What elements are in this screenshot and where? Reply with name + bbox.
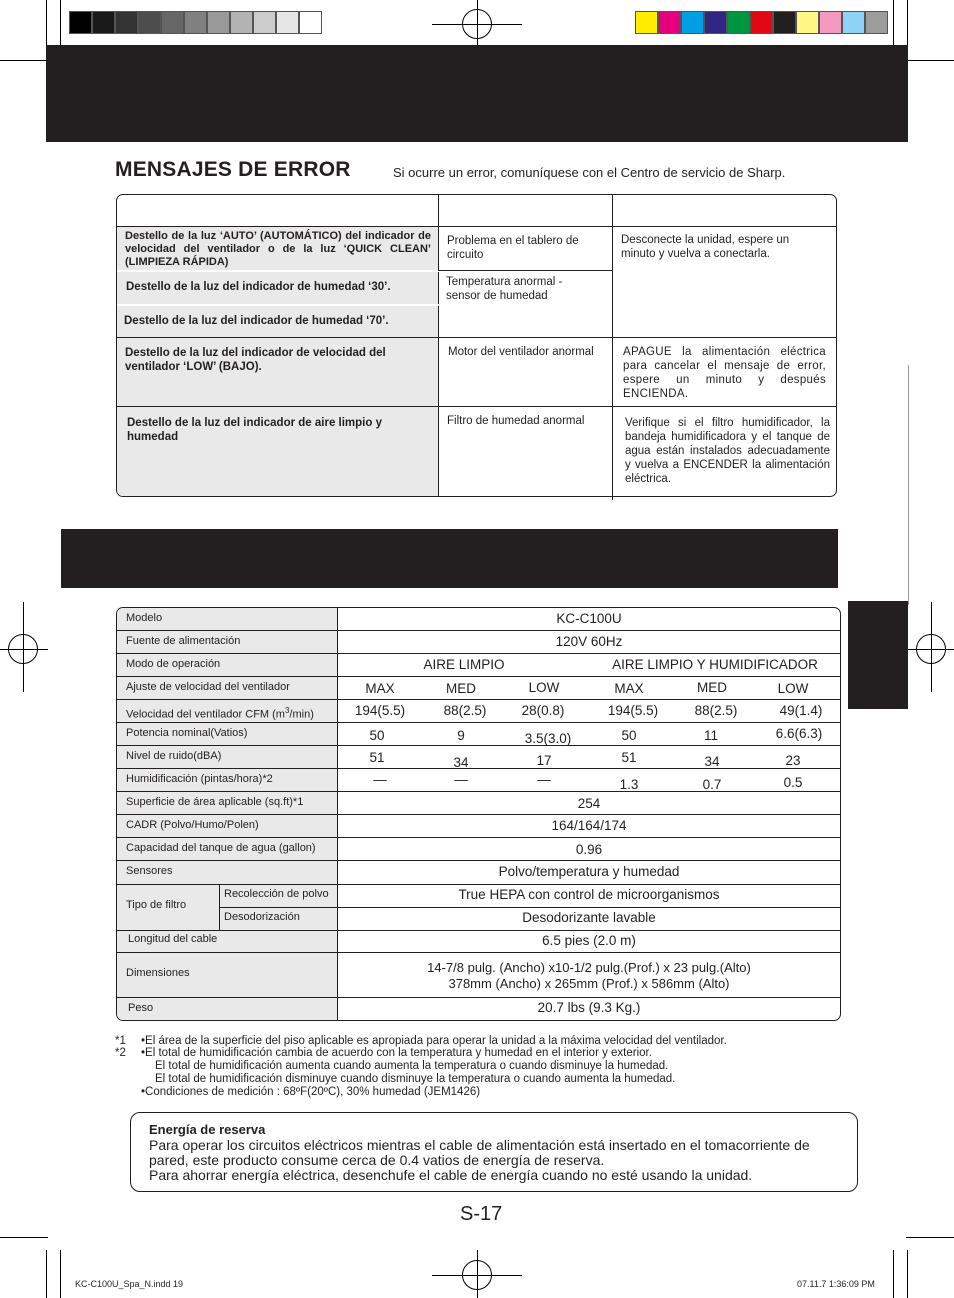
spec-label-fan-speed: Ajuste de velocidad del ventilador bbox=[126, 681, 290, 693]
spec-label-cadr: CADR (Polvo/Humo/Polen) bbox=[126, 819, 259, 831]
color-swatch bbox=[138, 11, 161, 34]
crop-mark bbox=[893, 1250, 894, 1298]
spec-speeds-3: LOW bbox=[528, 680, 560, 695]
spec-cord: 6.5 pies (2.0 m) bbox=[542, 933, 636, 948]
color-swatch bbox=[161, 11, 184, 34]
row-line bbox=[117, 860, 840, 861]
error-indicator-3: Destello de la luz del indicador de humedad ‘70’. bbox=[124, 315, 389, 327]
color-swatch bbox=[865, 11, 888, 34]
spec-watts-1: 50 bbox=[369, 728, 385, 743]
spec-cfm-1: 194(5.5) bbox=[354, 703, 406, 718]
standby-line-1: Para operar los circuitos eléctricos mientras el cable de alimentación está insertado en el tomacorriente de bbox=[149, 1137, 810, 1153]
spec-speeds-6: LOW bbox=[777, 681, 809, 696]
color-swatch bbox=[92, 11, 115, 34]
spec-label-filter-dust: Recolección de polvo bbox=[224, 888, 329, 900]
spec-label-sensors: Sensores bbox=[126, 865, 173, 877]
row-line bbox=[117, 997, 840, 998]
footnote-1: •El área de la superficie del piso aplicable es apropiada para operar la unidad a la máxima velocidad del ventilador. bbox=[141, 1035, 727, 1047]
footnote-2: •El total de humidificación cambia de acuerdo con la temperatura y humedad en el interior y exterior. bbox=[141, 1047, 652, 1059]
file-slug: KC-C100U_Spa_N.indd 19 bbox=[75, 1279, 184, 1289]
measurement-conditions: •Condiciones de medición : 68ºF(20ºC), 30% humedad (JEM1426) bbox=[141, 1086, 481, 1098]
spec-cfm-2: 88(2.5) bbox=[443, 703, 487, 718]
crop-mark bbox=[907, 0, 908, 48]
spec-watts-2: 9 bbox=[457, 728, 465, 743]
spec-speeds-4: MAX bbox=[614, 681, 644, 696]
error-cause-4: Motor del ventilador anormal bbox=[448, 346, 594, 358]
spec-label-filter: Tipo de filtro bbox=[126, 899, 187, 911]
crop-mark bbox=[907, 1250, 908, 1298]
row-line bbox=[117, 653, 840, 654]
spec-humid-2: — bbox=[454, 772, 468, 787]
row-line bbox=[117, 837, 840, 838]
spec-humid-1: — bbox=[373, 772, 387, 787]
row-line bbox=[117, 814, 840, 815]
crop-mark bbox=[893, 0, 894, 48]
page-number: S-17 bbox=[460, 1203, 503, 1225]
row-line bbox=[117, 699, 840, 700]
error-remedy-4: APAGUE la alimentación eléctrica para cancelar el mensaje de error, espere un minuto y después ENCIENDA. bbox=[623, 346, 826, 400]
color-swatch bbox=[635, 11, 658, 34]
spec-noise-1: 51 bbox=[369, 750, 385, 765]
spec-noise-6: 23 bbox=[785, 753, 801, 768]
error-cause-2: Temperatura anormal - sensor de humedad bbox=[446, 276, 563, 302]
spec-label-dims: Dimensiones bbox=[126, 967, 190, 979]
crop-mark bbox=[0, 1237, 48, 1238]
color-swatch bbox=[842, 11, 865, 34]
color-swatch bbox=[115, 11, 138, 34]
color-swatch bbox=[704, 11, 727, 34]
spec-watts-4: 50 bbox=[621, 728, 637, 743]
spec-mode-a: AIRE LIMPIO bbox=[423, 657, 505, 672]
error-indicator-4: Destello de la luz del indicador de velocidad del ventilador ‘LOW’ (BAJO). bbox=[125, 347, 386, 373]
color-swatch bbox=[207, 11, 230, 34]
color-swatch bbox=[253, 11, 276, 34]
spec-speeds-2: MED bbox=[446, 681, 476, 696]
row-line bbox=[117, 722, 840, 723]
footnote-2b: El total de humidificación disminuye cuando disminuye la temperatura o cuando aumenta la humedad. bbox=[155, 1073, 676, 1085]
standby-line-3: Para ahorrar energía eléctrica, desenchufe el cable de energía cuando no esté usando la unidad. bbox=[149, 1167, 753, 1183]
spec-label-watts: Potencia nominal(Vatios) bbox=[126, 727, 248, 739]
error-indicator-5: Destello de la luz del indicador de aire limpio y humedad bbox=[127, 417, 382, 443]
spec-tank: 0.96 bbox=[575, 842, 603, 857]
spec-sensors: Polvo/temperatura y humedad bbox=[498, 864, 680, 879]
spec-watts-6: 6.6(6.3) bbox=[775, 726, 823, 741]
footnote-2-mark: *2 bbox=[115, 1047, 126, 1059]
crop-mark bbox=[60, 1250, 61, 1298]
spec-speeds-5: MED bbox=[697, 680, 727, 695]
spec-power: 120V 60Hz bbox=[555, 634, 623, 649]
error-indicator-2: Destello de la luz del indicador de humedad ‘30’. bbox=[126, 281, 391, 293]
error-remedy-group-1: Desconecte la unidad, espere un minuto y vuelva a conectarla. bbox=[621, 234, 790, 260]
row-line bbox=[117, 930, 840, 931]
spec-watts-3: 3.5(3.0) bbox=[524, 731, 572, 746]
color-swatch bbox=[773, 11, 796, 34]
row-line bbox=[117, 952, 840, 953]
color-swatch bbox=[681, 11, 704, 34]
spec-noise-3: 17 bbox=[536, 753, 552, 768]
standby-title: Energía de reserva bbox=[149, 1122, 266, 1137]
spec-label-cord: Longitud del cable bbox=[128, 933, 218, 945]
spec-noise-2: 34 bbox=[453, 755, 469, 770]
spec-noise-5: 34 bbox=[704, 754, 720, 769]
color-swatch bbox=[727, 11, 750, 34]
error-cause-5: Filtro de humedad anormal bbox=[447, 415, 585, 427]
color-swatch bbox=[796, 11, 819, 34]
color-swatch bbox=[69, 11, 92, 34]
spec-cfm-6: 49(1.4) bbox=[779, 703, 823, 718]
color-swatch bbox=[299, 11, 322, 34]
spec-label-fan-cfm: Velocidad del ventilador CFM $(m^3/\min)$ bbox=[126, 706, 314, 721]
color-swatch bbox=[184, 11, 207, 34]
specifications-band bbox=[61, 529, 838, 588]
spec-label-weight: Peso bbox=[128, 1002, 154, 1014]
crop-mark bbox=[906, 60, 954, 61]
spec-model: KC-C100U bbox=[556, 611, 622, 626]
color-swatch bbox=[276, 11, 299, 34]
spec-label-humid: Humidificación (pintas/hora)*2 bbox=[126, 773, 273, 785]
footnote-1-mark: *1 bbox=[115, 1035, 126, 1047]
row-line bbox=[117, 745, 840, 746]
chapter-tab bbox=[848, 601, 908, 709]
crop-mark bbox=[60, 0, 61, 48]
spec-cfm-4: 194(5.5) bbox=[607, 703, 659, 718]
row-line bbox=[117, 676, 840, 677]
spec-mode-b: AIRE LIMPIO Y HUMIDIFICADOR bbox=[612, 657, 818, 672]
color-swatch bbox=[658, 11, 681, 34]
error-section-subtitle: Si ocurre un error, comuníquese con el Centro de servicio de Sharp. bbox=[393, 165, 786, 180]
error-section-title: MENSAJES DE ERROR bbox=[115, 158, 351, 181]
color-swatch bbox=[819, 11, 842, 34]
print-timestamp: 07.11.7 1:36:09 PM bbox=[797, 1279, 875, 1289]
footnote-2a: El total de humidificación aumenta cuando aumenta la temperatura o cuando disminuye la humedad. bbox=[155, 1060, 669, 1072]
spec-label-noise: Nivel de ruido(dBA) bbox=[126, 750, 222, 762]
header-band bbox=[46, 45, 908, 142]
spec-humid-6: 0.5 bbox=[783, 775, 803, 790]
spec-noise-4: 51 bbox=[621, 750, 637, 765]
spec-cadr: 164/164/174 bbox=[551, 818, 627, 833]
standby-line-2: pared, este producto consume cerca de 0.4 vatios de energía de reserva. bbox=[149, 1152, 605, 1168]
spec-watts-5: 11 bbox=[703, 728, 718, 743]
spec-humid-3: — bbox=[537, 772, 551, 787]
error-cause-1: Problema en el tablero de circuito bbox=[447, 235, 579, 261]
error-indicator-1: Destello de la luz ‘AUTO’ (AUTOMÁTICO) del indicador de velocidad del ventilador o de la luz ‘QUICK CLEAN’ (LIMPIEZA RÁPIDA) bbox=[125, 230, 431, 268]
spec-label-tank: Capacidad del tanque de agua (gallon) bbox=[126, 842, 316, 854]
row-line bbox=[219, 907, 840, 908]
color-swatch bbox=[230, 11, 253, 34]
spec-label-mode: Modo de operación bbox=[126, 658, 221, 670]
crop-mark bbox=[46, 0, 47, 48]
spec-dims-2: 378mm (Ancho) x 265mm (Prof.) x 586mm (Alto) bbox=[448, 976, 730, 991]
row-line bbox=[117, 630, 840, 631]
crop-mark bbox=[906, 1237, 954, 1238]
spec-label-area: Superficie de área aplicable (sq.ft)*1 bbox=[126, 796, 304, 808]
spec-humid-5: 0.7 bbox=[702, 777, 722, 792]
spec-cfm-3: 28(0.8) bbox=[521, 703, 565, 718]
error-remedy-5: Verifique si el filtro humidificador, la bandeja humidificadora y el tanque de agua están instalados adecuadamente y vuelva a ENCENDER la alimentación eléctrica. bbox=[625, 417, 830, 485]
spec-area: 254 bbox=[577, 796, 601, 811]
spec-label-filter-deo: Desodorización bbox=[224, 911, 300, 923]
spec-label-power: Fuente de alimentación bbox=[126, 635, 241, 647]
crop-mark bbox=[0, 60, 48, 61]
spec-label-model: Modelo bbox=[126, 612, 163, 624]
spec-cfm-5: 88(2.5) bbox=[694, 703, 738, 718]
spec-speeds-1: MAX bbox=[365, 681, 395, 696]
spec-filter-dust: True HEPA con control de microorganismos bbox=[458, 887, 720, 902]
spec-dims-1: 14-7/8 pulg. (Ancho) x10-1/2 pulg.(Prof.) x 23 pulg.(Alto) bbox=[427, 960, 751, 975]
spec-weight: 20.7 lbs (9.3 Kg.) bbox=[537, 1000, 641, 1015]
row-line bbox=[117, 884, 840, 885]
spec-humid-4: 1.3 bbox=[619, 777, 639, 792]
spec-filter-deo: Desodorizante lavable bbox=[522, 910, 656, 925]
crop-mark bbox=[46, 1250, 47, 1298]
color-swatch bbox=[750, 11, 773, 34]
